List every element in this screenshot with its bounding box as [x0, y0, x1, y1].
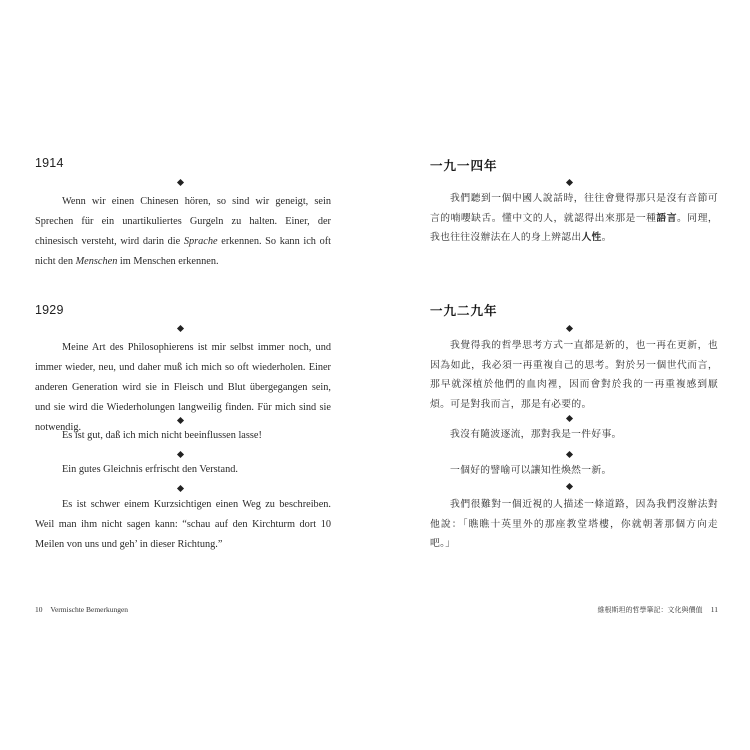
diamond-ornament-icon — [177, 325, 184, 332]
paragraph-metaphor-zh: 一個好的譬喻可以讓知性煥然一新。 — [450, 465, 612, 476]
year-heading-1929: 1929 — [35, 303, 64, 317]
page-number: 10 — [35, 605, 43, 614]
paragraph-1914 — [35, 192, 331, 272]
paragraph-influence-zh: 我沒有隨波逐流，那對我是一件好事。 — [450, 429, 622, 440]
paragraph-text: 。同理，我也往往沒辦法在人的身上辨認出 — [430, 212, 718, 243]
diamond-ornament-icon — [177, 179, 184, 186]
year-heading-1914-zh: 一九一四年 — [430, 158, 498, 173]
right-page — [375, 0, 750, 750]
paragraph-kurzsichtig: Es ist schwer einem Kurzsichtigen einen Weg zu beschreiben. Weil man ihm nicht sagen kann: “schau auf den Kirchturm dort 10 Meilen von uns und geh’ in dieser Richtung.” — [35, 499, 331, 550]
paragraph-1914-zh — [430, 189, 718, 248]
running-title: 維根斯坦的哲學筆記：文化與價值 — [597, 606, 703, 614]
emphasis-menschen: Menschen — [75, 256, 118, 267]
emphasis-sprache: Sprache — [183, 236, 218, 247]
paragraph-text: 我們聽到一個中國人說話時，往往會覺得那只是沒有音節可言的喃嚶缺舌。懂中文的人，就認得出來那是一種 — [430, 193, 718, 224]
year-heading-1914: 1914 — [35, 156, 64, 170]
paragraph-text: Wenn wir einen Chinesen hören, so sind wir geneigt, sein Sprechen für ein unartikuliertes Gurgeln zu halten. Einer, der chinesisch versteht, wird darin die — [35, 196, 331, 247]
diamond-ornament-icon — [566, 415, 573, 422]
year-heading-1929-zh: 一九二九年 — [430, 303, 498, 318]
paragraph-philosophieren: Meine Art des Philosophierens ist mir selbst immer noch, und immer wieder, neu, und daher muß ich mich so oft wiederholen. Einer anderen Generation wird sie in Fleisch und Blut übergegangen sein, und sie wird die Wiederholungen langweilig finden. Für mich sind sie notwendig. — [35, 342, 331, 433]
diamond-ornament-icon — [566, 451, 573, 458]
diamond-ornament-icon — [566, 179, 573, 186]
diamond-ornament-icon — [566, 483, 573, 490]
running-title: Vermischte Bemerkungen — [50, 605, 129, 614]
emphasis-language: 語言 — [656, 212, 678, 224]
paragraph-text: im Menschen erkennen. — [117, 256, 219, 267]
diamond-ornament-icon — [566, 325, 573, 332]
diamond-ornament-icon — [177, 451, 184, 458]
page-footer-left — [35, 605, 128, 614]
paragraph-text: erkennen. So kann ich oft nicht den — [35, 236, 332, 267]
paragraph-shortsighted-zh: 我們很難對一個近視的人描述一條道路，因為我們沒辦法對他說：「瞧瞧十英里外的那座教堂塔樓，你就朝著那個方向走吧。」 — [430, 499, 718, 549]
paragraph-gleichnis: Ein gutes Gleichnis erfrischt den Verstand. — [62, 464, 238, 475]
page-footer-right — [598, 605, 718, 615]
paragraph-beeinflussen: Es ist gut, daß ich mich nicht beeinflussen lasse! — [62, 430, 262, 441]
emphasis-humanity: 人性 — [581, 232, 602, 243]
paragraph-philosophy-zh: 我覺得我的哲學思考方式一直都是新的，也一再在更新，也因為如此，我必須一再重複自己的思考。對於另一個世代而言，那早就深植於他們的血肉裡，因而會對於我的一再重複感到厭煩。可是對我而言，那是有必要的。 — [430, 340, 718, 410]
diamond-ornament-icon — [177, 485, 184, 492]
paragraph-text: 。 — [601, 232, 612, 243]
page-number: 11 — [710, 605, 718, 614]
